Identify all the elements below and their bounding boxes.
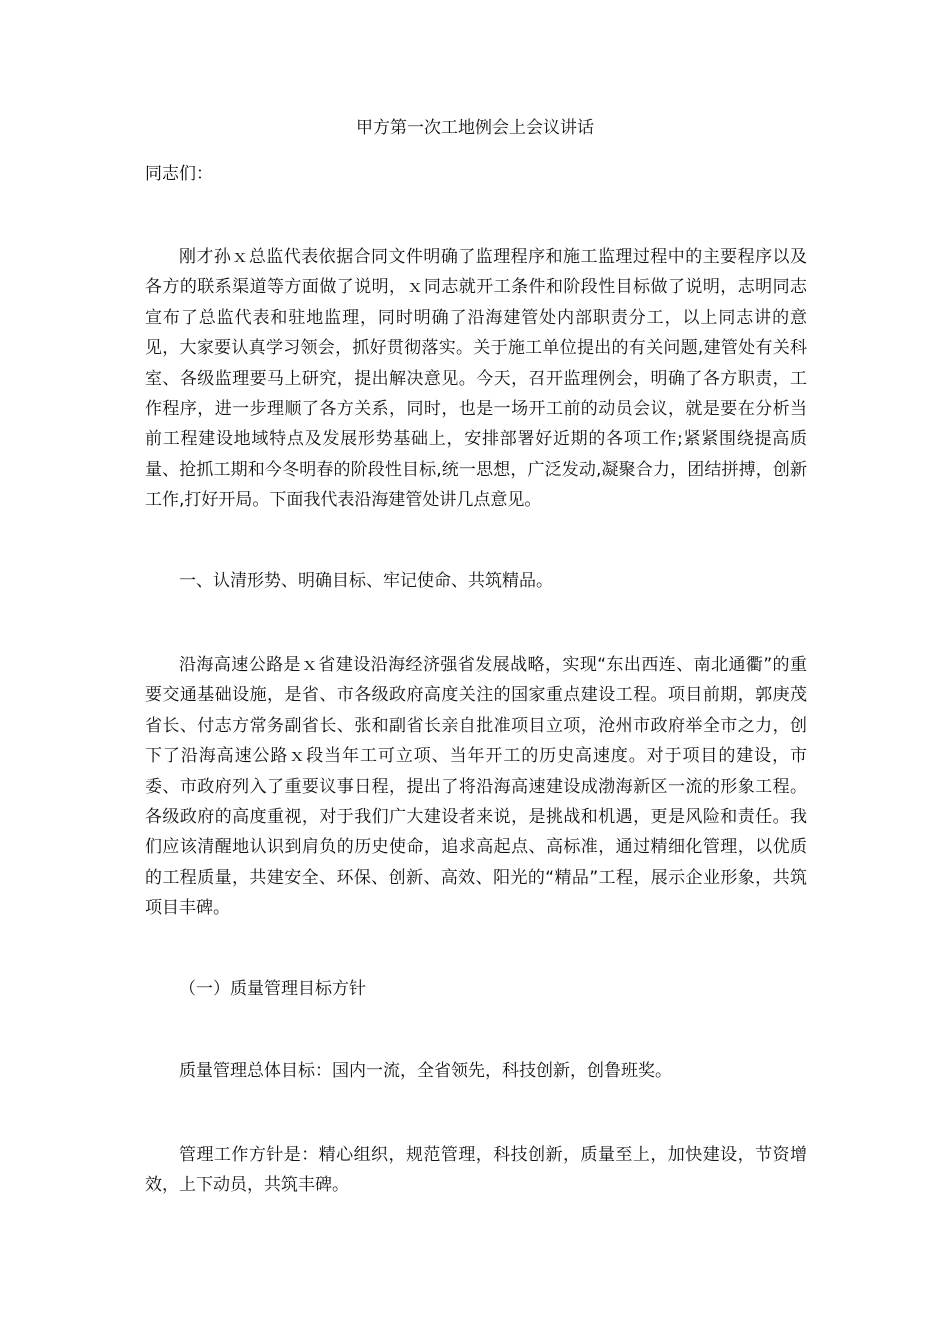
paragraph-management-policy: 管理工作方针是：精心组织，规范管理，科技创新，质量至上，加快建设，节资增效，上下动员，共筑丰碑。 [145,1145,807,1196]
paragraph-background: 沿海高速公路是ｘ省建设沿海经济强省发展战略，实现“东出西连、南北通衢”的重要交通基础设施，是省、市各级政府高度关注的国家重点建设工程。项目前期，郭庚茂省长、付志方常务副省长、张和副省长亲自批准项目立项，沧州市政府举全市之力，创下了沿海高速公路ｘ段当年工可立项、当年开工的历史高速度。对于项目的建设，市委、市政府列入了重要议事日程，提出了将沿海高速建设成渤海新区一流的形象工程。各级政府的高度重视，对于我们广大建设者来说，是挑战和机遇，更是风险和责任。我们应该清醒地认识到肩负的历史使命，追求高起点、高标准，通过精细化管理，以优质的工程质量，共建安全、环保、创新、高效、阳光的“精品”工程，展示企业形象，共筑项目丰碑。 [145,655,807,919]
subsection-heading-quality: （一）质量管理目标方针 [179,979,366,999]
paragraph-quality-goal: 质量管理总体目标：国内一流，全省领先，科技创新，创鲁班奖。 [179,1061,672,1081]
paragraph-opening: 刚才孙ｘ总监代表依据合同文件明确了监理程序和施工监理过程中的主要程序以及各方的联系渠道等方面做了说明，ｘ同志就开工条件和阶段性目标做了说明，志明同志宣布了总监代表和驻地监理，同时明确了沿海建管处内部职责分工，以上同志讲的意见，大家要认真学习领会，抓好贯彻落实。关于施工单位提出的有关问题,建管处有关科室、各级监理要马上研究，提出解决意见。今天，召开监理例会，明确了各方职责，工作程序，进一步理顺了各方关系，同时，也是一场开工前的动员会议，就是要在分析当前工程建设地域特点及发展形势基础上，安排部署好近期的各项工作;紧紧围绕提高质量、抢抓工期和今冬明春的阶段性目标,统一思想，广泛发动,凝聚合力，团结拼搏，创新工作,打好开局。下面我代表沿海建管处讲几点意见。 [145,247,807,511]
section-heading-1: 一、认清形势、明确目标、牢记使命、共筑精品。 [179,571,553,591]
salutation: 同志们： [145,164,213,184]
document-title: 甲方第一次工地例会上会议讲话 [356,118,594,138]
